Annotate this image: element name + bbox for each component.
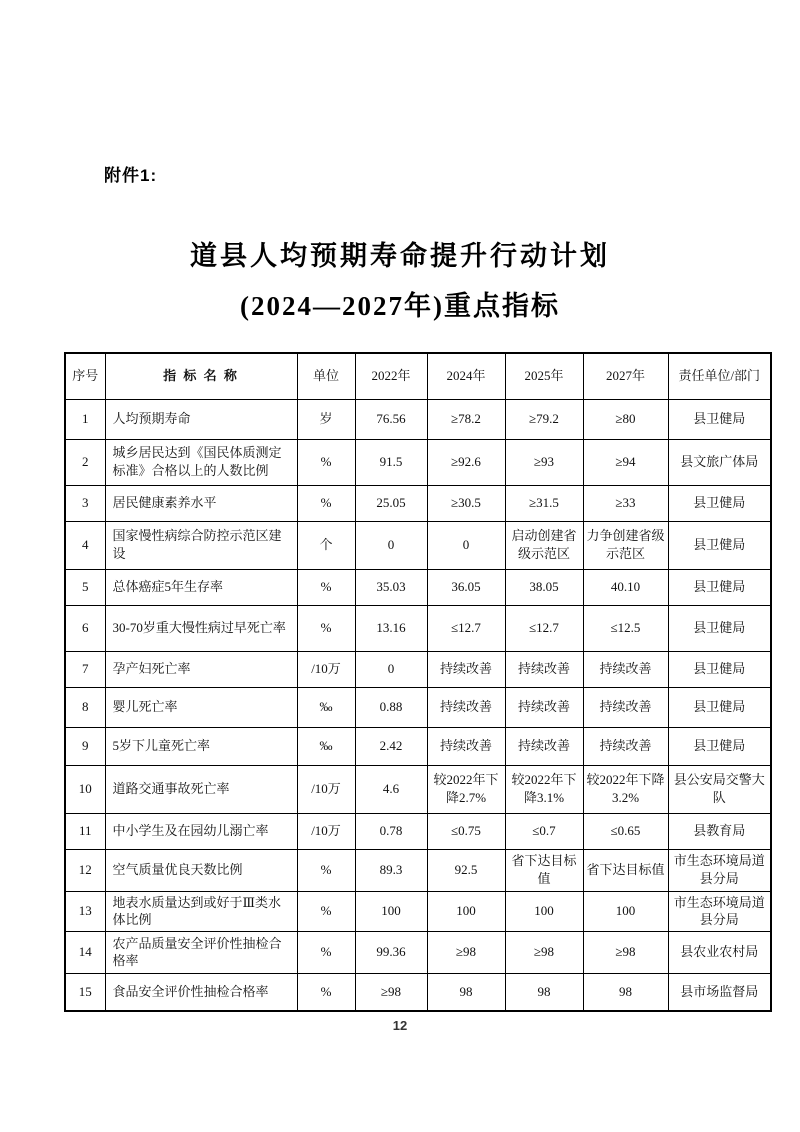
cell-seq: 3: [65, 485, 105, 521]
cell-value-2027: 较2022年下降3.2%: [583, 765, 668, 813]
cell-value-2024: ≥98: [427, 931, 505, 973]
page-number: 12: [392, 1018, 408, 1033]
cell-value-2025: ≥93: [505, 439, 583, 485]
cell-unit: /10万: [297, 765, 355, 813]
cell-seq: 12: [65, 849, 105, 891]
cell-unit: /10万: [297, 813, 355, 849]
cell-value-2025: 较2022年下降3.1%: [505, 765, 583, 813]
cell-seq: 5: [65, 569, 105, 605]
cell-indicator-name: 孕产妇死亡率: [105, 651, 297, 687]
cell-responsible-dept: 县文旅广体局: [668, 439, 771, 485]
cell-value-2024: ≤12.7: [427, 605, 505, 651]
table-row: [65, 569, 771, 605]
cell-unit: 个: [297, 521, 355, 569]
cell-value-2025: ≥98: [505, 931, 583, 973]
cell-indicator-name: 居民健康素养水平: [105, 485, 297, 521]
cell-indicator-name: 农产品质量安全评价性抽检合格率: [105, 931, 297, 973]
cell-unit: ‰: [297, 727, 355, 765]
cell-seq: 15: [65, 973, 105, 1011]
cell-unit: %: [297, 973, 355, 1011]
cell-responsible-dept: 县卫健局: [668, 485, 771, 521]
cell-seq: 6: [65, 605, 105, 651]
cell-indicator-name: 人均预期寿命: [105, 399, 297, 439]
cell-value-2022: 100: [355, 891, 427, 931]
header-responsible-dept: 责任单位/部门: [668, 353, 771, 399]
cell-value-2022: 35.03: [355, 569, 427, 605]
document-title-line1: 道县人均预期寿命提升行动计划: [190, 241, 610, 271]
cell-value-2027: 98: [583, 973, 668, 1011]
cell-responsible-dept: 县卫健局: [668, 521, 771, 569]
cell-value-2022: ≥98: [355, 973, 427, 1011]
cell-indicator-name: 总体癌症5年生存率: [105, 569, 297, 605]
document-title-line2: (2024—2027年)重点指标: [240, 291, 560, 321]
table-row: [65, 813, 771, 849]
cell-responsible-dept: 县农业农村局: [668, 931, 771, 973]
cell-seq: 4: [65, 521, 105, 569]
indicators-table: [64, 352, 772, 1012]
indicators-table-body: [65, 399, 771, 1011]
cell-value-2025: 省下达目标值: [505, 849, 583, 891]
table-row: [65, 687, 771, 727]
cell-value-2027: ≤12.5: [583, 605, 668, 651]
cell-value-2022: 0.88: [355, 687, 427, 727]
cell-indicator-name: 地表水质量达到或好于Ⅲ类水体比例: [105, 891, 297, 931]
cell-responsible-dept: 市生态环境局道县分局: [668, 849, 771, 891]
cell-value-2025: ≤0.7: [505, 813, 583, 849]
cell-value-2024: 较2022年下降2.7%: [427, 765, 505, 813]
cell-seq: 7: [65, 651, 105, 687]
cell-unit: %: [297, 849, 355, 891]
cell-indicator-name: 城乡居民达到《国民体质测定标准》合格以上的人数比例: [105, 439, 297, 485]
table-row: [65, 521, 771, 569]
cell-value-2024: 持续改善: [427, 727, 505, 765]
cell-value-2025: 38.05: [505, 569, 583, 605]
cell-responsible-dept: 市生态环境局道县分局: [668, 891, 771, 931]
table-row: [65, 891, 771, 931]
table-row: [65, 605, 771, 651]
cell-responsible-dept: 县卫健局: [668, 399, 771, 439]
cell-responsible-dept: 县教育局: [668, 813, 771, 849]
cell-value-2022: 0.78: [355, 813, 427, 849]
cell-indicator-name: 食品安全评价性抽检合格率: [105, 973, 297, 1011]
cell-responsible-dept: 县卫健局: [668, 569, 771, 605]
table-row: [65, 765, 771, 813]
cell-seq: 11: [65, 813, 105, 849]
cell-responsible-dept: 县公安局交警大队: [668, 765, 771, 813]
cell-value-2022: 89.3: [355, 849, 427, 891]
cell-value-2022: 25.05: [355, 485, 427, 521]
table-row: [65, 849, 771, 891]
cell-value-2027: 力争创建省级示范区: [583, 521, 668, 569]
cell-value-2024: 持续改善: [427, 651, 505, 687]
cell-indicator-name: 道路交通事故死亡率: [105, 765, 297, 813]
cell-responsible-dept: 县卫健局: [668, 727, 771, 765]
cell-responsible-dept: 县卫健局: [668, 651, 771, 687]
cell-responsible-dept: 县卫健局: [668, 687, 771, 727]
cell-seq: 10: [65, 765, 105, 813]
cell-value-2027: 持续改善: [583, 651, 668, 687]
header-unit: 单位: [297, 353, 355, 399]
table-row: [65, 727, 771, 765]
cell-value-2025: 持续改善: [505, 687, 583, 727]
cell-value-2027: 40.10: [583, 569, 668, 605]
cell-value-2027: ≥98: [583, 931, 668, 973]
cell-unit: %: [297, 569, 355, 605]
table-row: [65, 973, 771, 1011]
header-seq: 序号: [65, 353, 105, 399]
cell-unit: %: [297, 931, 355, 973]
cell-value-2022: 0: [355, 651, 427, 687]
header-2027: 2027年: [583, 353, 668, 399]
cell-value-2027: ≤0.65: [583, 813, 668, 849]
cell-value-2022: 13.16: [355, 605, 427, 651]
cell-indicator-name: 国家慢性病综合防控示范区建设: [105, 521, 297, 569]
cell-value-2027: ≥33: [583, 485, 668, 521]
table-row: [65, 651, 771, 687]
cell-seq: 8: [65, 687, 105, 727]
header-2024: 2024年: [427, 353, 505, 399]
header-indicator-name: 指 标 名 称: [105, 353, 297, 399]
cell-unit: %: [297, 605, 355, 651]
cell-unit: %: [297, 891, 355, 931]
cell-value-2022: 2.42: [355, 727, 427, 765]
document-title: [0, 236, 800, 326]
cell-indicator-name: 5岁下儿童死亡率: [105, 727, 297, 765]
cell-value-2027: 持续改善: [583, 687, 668, 727]
cell-unit: 岁: [297, 399, 355, 439]
cell-unit: %: [297, 439, 355, 485]
cell-value-2024: ≥30.5: [427, 485, 505, 521]
cell-value-2024: 100: [427, 891, 505, 931]
cell-indicator-name: 婴儿死亡率: [105, 687, 297, 727]
cell-unit: ‰: [297, 687, 355, 727]
cell-indicator-name: 30-70岁重大慢性病过早死亡率: [105, 605, 297, 651]
cell-value-2024: ≤0.75: [427, 813, 505, 849]
cell-value-2025: 持续改善: [505, 651, 583, 687]
header-2025: 2025年: [505, 353, 583, 399]
cell-value-2027: 省下达目标值: [583, 849, 668, 891]
cell-value-2024: 98: [427, 973, 505, 1011]
cell-value-2024: 36.05: [427, 569, 505, 605]
cell-seq: 2: [65, 439, 105, 485]
table-header-row: [65, 353, 771, 399]
header-2022: 2022年: [355, 353, 427, 399]
cell-value-2024: 持续改善: [427, 687, 505, 727]
cell-value-2022: 91.5: [355, 439, 427, 485]
cell-value-2027: ≥94: [583, 439, 668, 485]
cell-value-2024: 0: [427, 521, 505, 569]
cell-value-2022: 0: [355, 521, 427, 569]
table-row: [65, 399, 771, 439]
cell-value-2027: 100: [583, 891, 668, 931]
cell-value-2025: ≤12.7: [505, 605, 583, 651]
cell-value-2027: ≥80: [583, 399, 668, 439]
attachment-label: 附件1:: [104, 166, 158, 185]
cell-value-2022: 4.6: [355, 765, 427, 813]
cell-value-2022: 99.36: [355, 931, 427, 973]
cell-indicator-name: 空气质量优良天数比例: [105, 849, 297, 891]
table-row: [65, 485, 771, 521]
cell-value-2024: 92.5: [427, 849, 505, 891]
cell-value-2025: 98: [505, 973, 583, 1011]
cell-value-2025: 持续改善: [505, 727, 583, 765]
cell-responsible-dept: 县卫健局: [668, 605, 771, 651]
cell-value-2025: 启动创建省级示范区: [505, 521, 583, 569]
cell-unit: %: [297, 485, 355, 521]
cell-responsible-dept: 县市场监督局: [668, 973, 771, 1011]
table-row: [65, 931, 771, 973]
table-row: [65, 439, 771, 485]
cell-seq: 9: [65, 727, 105, 765]
cell-value-2025: 100: [505, 891, 583, 931]
cell-seq: 1: [65, 399, 105, 439]
cell-indicator-name: 中小学生及在园幼儿溺亡率: [105, 813, 297, 849]
cell-value-2024: ≥92.6: [427, 439, 505, 485]
cell-seq: 13: [65, 891, 105, 931]
cell-value-2027: 持续改善: [583, 727, 668, 765]
cell-value-2025: ≥31.5: [505, 485, 583, 521]
cell-value-2025: ≥79.2: [505, 399, 583, 439]
cell-value-2024: ≥78.2: [427, 399, 505, 439]
cell-value-2022: 76.56: [355, 399, 427, 439]
cell-seq: 14: [65, 931, 105, 973]
cell-unit: /10万: [297, 651, 355, 687]
